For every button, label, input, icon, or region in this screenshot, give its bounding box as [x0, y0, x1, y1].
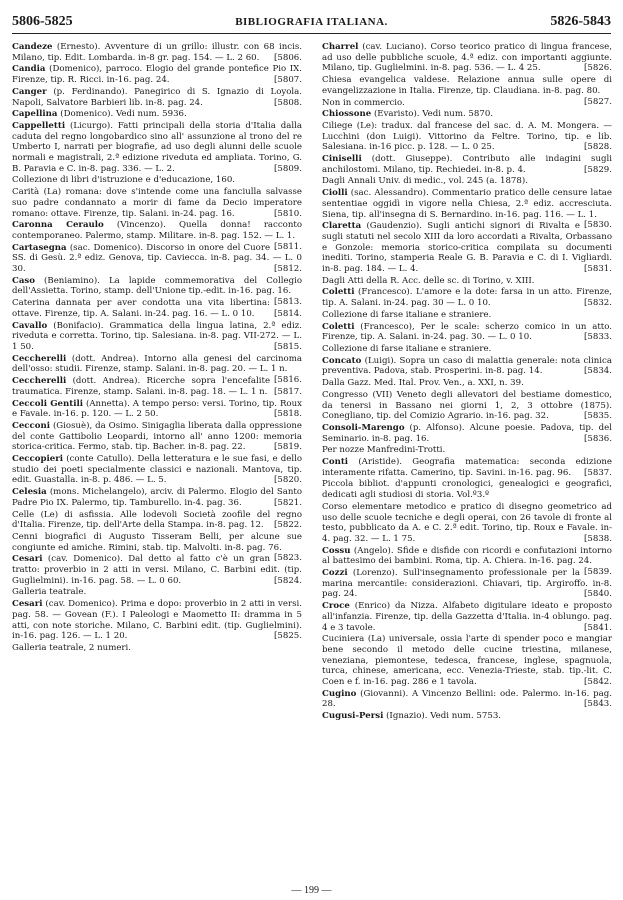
bibliography-entry	[12, 275, 302, 308]
entry-text: (Lorenzo). Sull'insegnamento professionale per la marina mercantile: considerazioni. Chiavari, tip. Argiroffo. in-8. pag. 24.	[322, 568, 612, 600]
entry-text: (Enrico) da Nizza. Alfabeto digitulare ideato e proposto all'infanzia. Firenze, tip. della Gazzetta d'Italia. in-4 oblungo. pag. 4 e 3 tavole.	[322, 601, 612, 633]
entry-body	[322, 689, 612, 710]
bibliography-entry	[322, 221, 612, 275]
entry-author: Cesari	[12, 554, 43, 565]
bibliography-entry	[12, 187, 302, 219]
entry-author: Croce	[322, 601, 350, 612]
entry-author: Coletti	[322, 321, 355, 332]
bibliography-entry	[322, 568, 612, 600]
entry-number: [5817.	[274, 386, 302, 397]
entry-body	[322, 121, 612, 152]
entry-number: [5827.	[584, 96, 612, 107]
entry-number: [5816.	[274, 375, 302, 386]
entry-body	[12, 243, 302, 274]
entry-number: [5807.	[274, 75, 302, 86]
entry-author: Ceccherelli	[12, 353, 67, 364]
entry-number: [5825.	[274, 631, 302, 642]
entry-author: Cugino	[322, 688, 357, 699]
entry-text: (Aristide). Geografia matematica: seconda edizione interamente rifatta. Camerino, tip. Savini. in-16. pag. 96.	[322, 457, 612, 478]
entry-number: [5818.	[274, 409, 302, 420]
entry-body	[12, 42, 302, 63]
entry-text: (p. Alfonso). Alcune poesie. Padova, tip. del Seminario. in-8. pag. 16.	[322, 422, 612, 444]
entry-number: [5834.	[584, 366, 612, 377]
entry-text: (Gaudenzio). Sugli antichi signori di Rivalta e sugli statuti nel secolo XIII da loro accordati a Rivalta, Orbassano e Gonzole: memoria storico-critica compilata su documenti inediti. Torino, stamperia Reale G. B. Paravia e C. di I. Vigliardi. in-8. pag. 184. — L. 4.	[322, 221, 612, 275]
bibliography-entry	[322, 276, 612, 287]
entry-text: (Luigi). Sopra un caso di malattia generale: nota clinica preventiva. Padova, stab. Prosperini. in-8. pag. 14.	[322, 355, 612, 377]
entry-text: Corso elementare metodico e pratico di disegno geometrico ad uso delle scuole tecniche e degli operai, con 26 tavole di fronte al testo, pubblicato da A. e C. 2.ª edit. Torino, tip. Roux e Favale. in-4. pag. 32. — L. 1 75.	[322, 501, 612, 544]
entry-text: (Annetta). A tempo perso: versi. Torino, tip. Roux e Favale. in-16. p. 120. — L. 2 50.	[12, 398, 302, 420]
entry-text: (Licurgo). Fatti principali della storia d'Italia dalla caduta del regno longobardico sino all' assunzione al trono del re Umberto I, narrati per biografie, ad uso degli alunni delle scuole normali e magistrali, 2.ª edizione riveduta ed ampliata. Torino, G. B. Paravia e C. in-8. pag. 336. — L. 2.	[12, 120, 302, 174]
entry-number: [5832.	[584, 298, 612, 309]
entry-author: Caso	[12, 275, 35, 286]
entry-author: Caronna Ceraulo	[12, 220, 104, 231]
bibliography-entry	[12, 298, 302, 319]
entry-text: (Francesco), Per le scale: scherzo comico in un atto. Firenze, tip. A. Salani. in-24. pag. 30. — L. 0 10.	[322, 321, 612, 343]
entry-author: Concato	[322, 355, 362, 366]
entry-number: [5806.	[274, 52, 302, 63]
entry-author: Ciniselli	[322, 154, 362, 165]
bibliography-entry	[322, 42, 612, 74]
entry-text: Congresso (VII) Veneto degli allevatori del bestiame domestico, da tenersi in Bassano nei giorni 1, 2, 3 ottobre (1875). Conegliano, tip. del Comizio Agrario. in-16. pag. 32.	[322, 389, 612, 422]
bibliography-entry	[12, 643, 302, 654]
bibliography-entry	[12, 175, 302, 186]
bibliography-entry	[12, 64, 302, 85]
bibliography-entry	[322, 109, 612, 120]
entry-body	[12, 643, 131, 653]
bibliography-entry	[12, 42, 302, 63]
entry-author: Ceccoli Gentili	[12, 398, 84, 409]
entry-number: [5837.	[584, 467, 612, 478]
page-number: — 199 —	[291, 885, 332, 896]
entry-author: Cappelletti	[12, 120, 66, 131]
entry-body	[322, 356, 612, 377]
entry-author: Chiossone	[322, 109, 372, 120]
entry-author: Cecconi	[12, 420, 51, 431]
entry-number: [5826.	[584, 63, 612, 74]
bibliography-entry	[322, 287, 612, 308]
entry-number: [5831.	[584, 264, 612, 275]
bibliography-entry	[12, 421, 302, 453]
entry-text: Galleria teatrale.	[12, 587, 87, 598]
entry-text: Dalla Gazz. Med. Ital. Prov. Ven., a. XXI, n. 39.	[322, 378, 524, 389]
bibliography-entry	[322, 634, 612, 688]
entry-text: (cav. Domenico). Dal detto al fatto c'è un gran tratto: proverbio in 2 atti in versi. Milano, C. Barbini edit. (tip. Guglielmini). in-16. pag. 58. — L. 0 60.	[12, 554, 302, 586]
entry-text: (Evaristo). Vedi num. 5870.	[371, 109, 494, 120]
entry-author: Candia	[12, 64, 46, 75]
entry-number: [5839.	[584, 567, 612, 578]
entry-number: [5822.	[274, 520, 302, 531]
bibliography-entry	[12, 510, 302, 531]
bibliography-entry	[12, 321, 302, 353]
bibliography-entry	[12, 487, 302, 508]
entry-author: Ceccherelli	[12, 376, 67, 387]
entry-number: [5811.	[274, 241, 302, 252]
entry-number: [5809.	[274, 163, 302, 174]
entry-text: (dott. Andrea). Intorno alla genesi del carcinoma dell'osso: studii. Firenze, stamp. Salani. in-8. pag. 20. — L. 1 n.	[12, 353, 302, 375]
entry-text: (sac. Alessandro). Commentario pratico delle censure latae sententiae oggidì in vigore nella Chiesa, 2.ª ediz. accresciuta. Siena, tip. all'insegna di S. Bernardino. in-16. pag. 116. — L. 1.	[322, 188, 612, 220]
bibliography-entry	[322, 711, 612, 722]
entry-body	[322, 601, 612, 632]
entry-text: (conte Catullo). Della letteratura e le sue fasi, e dello studio dei poeti specialmente classici e nazionali. Mantova, tip. edit. Guastalla. in-8. p. 486. — L. 5.	[12, 454, 302, 486]
entry-body	[12, 175, 235, 185]
entry-number: [5812.	[274, 264, 302, 275]
entry-author: Cesari	[12, 599, 43, 610]
entry-body	[322, 390, 612, 421]
entry-text: (Ernesto). Avventure di un grillo: illustr. con 68 incis. Milano, tip. Edit. Lombarda. in-8 gr. pag. 154. — L. 2 60.	[12, 42, 302, 63]
page-header	[12, 12, 611, 32]
bibliography-entry	[12, 399, 302, 420]
entry-author: Charrel	[322, 42, 359, 52]
entry-text: Galleria teatrale, 2 numeri.	[12, 642, 132, 653]
entry-number: [5841.	[584, 622, 612, 633]
entry-body	[12, 321, 302, 352]
entry-text: Dagli Annali Univ. di medic., vol. 245 (a. 1878).	[322, 176, 528, 187]
entry-number: [5820.	[274, 475, 302, 486]
entry-author: Cossu	[322, 545, 351, 556]
entry-text: Collezione di farse italiane e straniere.	[322, 343, 492, 354]
bibliography-entry	[322, 445, 612, 456]
entry-author: Cartasegna	[12, 242, 67, 253]
bibliography-entry	[322, 322, 612, 343]
entry-text: (cav. Luciano). Corso teorico pratico di lingua francese, ad uso delle pubbliche scuole, 4.ª ediz. con importanti aggiunte. Milano, tip. Guglielmini. in-8. pag. 536. — L. 4 25.	[322, 42, 612, 74]
entry-body	[322, 711, 501, 721]
right-column	[322, 42, 612, 723]
entry-body	[322, 276, 535, 286]
entry-body	[322, 98, 405, 108]
entry-author: Consoli-Marengo	[322, 422, 405, 433]
entry-body	[322, 568, 612, 599]
entry-text: Non in commercio.	[322, 97, 405, 108]
header-title: BIBLIOGRAFIA ITALIANA.	[235, 16, 388, 28]
entry-text: (p. Ferdinando). Panegirico di S. Ignazio di Loyola. Napoli, Salvatore Barbieri lib. in-8. pag. 24.	[12, 86, 302, 108]
entry-body	[12, 510, 302, 531]
entry-text: (Giosuè), da Osimo. Sinigaglia liberata dalla oppressione del conte Gattibolio Leopardi, intorno all' anno 1200: memoria storica-critica. Fermo, stab. tip. Bacher. in-8. pag. 22.	[12, 420, 302, 453]
entry-text: (dott. Andrea). Ricerche sopra l'encefalite traumatica. Firenze, stamp. Salani. in-8. pag. 18. — L. 1 n.	[12, 376, 271, 397]
entry-body	[322, 42, 612, 73]
entry-number: [5838.	[584, 533, 612, 544]
entry-body	[322, 176, 528, 186]
bibliography-entry	[12, 454, 302, 486]
entry-body	[12, 187, 302, 218]
entry-body	[322, 502, 612, 544]
entry-text: (Francesco). L'amore e la dote: farsa in un atto. Firenze, tip. A. Salani. in-24. pag. 30 — L. 0 10.	[322, 287, 612, 309]
bibliography-entry	[12, 554, 302, 586]
entry-body	[12, 109, 187, 119]
entry-body	[12, 353, 302, 386]
entry-number: [5830.	[584, 220, 612, 231]
entry-body	[12, 487, 302, 508]
entry-text: (Vincenzo). Quella donna! racconto contemporaneo. Palermo, stamp. Militare. in-8. pag. 152. — L. 1.	[12, 220, 303, 241]
entry-number: [5833.	[584, 332, 612, 343]
bibliography-entry	[12, 353, 302, 386]
bibliography-entry	[322, 689, 612, 710]
entry-body	[322, 221, 612, 274]
entry-author: Claretta	[322, 221, 362, 232]
entry-body	[322, 154, 612, 175]
entry-body	[12, 421, 302, 452]
bibliography-entry	[322, 121, 612, 153]
entry-number: [5836.	[584, 433, 612, 444]
bibliography-entry	[12, 376, 302, 397]
entry-number: [5813.	[274, 297, 302, 308]
entry-author: Conti	[322, 457, 349, 468]
entry-number: [5814.	[274, 308, 302, 319]
entry-body	[12, 554, 302, 585]
entry-body	[12, 399, 302, 420]
entry-body	[12, 587, 86, 597]
entry-body	[322, 479, 612, 500]
entry-author: Ciolli	[322, 188, 348, 199]
entry-text: (dott. Giuseppe). Contributo alle indagini sugli anchilostomi. Milano, tip. Rechiedei. in-8. p. 4.	[322, 154, 612, 175]
entry-text: (Domenico). Vedi num. 5936.	[57, 109, 187, 120]
entry-author: Ceccopieri	[12, 454, 64, 465]
bibliography-entry	[322, 502, 612, 545]
header-rule	[12, 33, 611, 34]
entry-text: Ciliege (Le): tradux. dal francese del sac. d. A. M. Mongera. — Lucchini (don Luigi). Vittorino da Feltre. Torino, tip. e lib. Salesiana. in-16 picc. p. 128. — L. 0 25.	[322, 120, 612, 153]
entry-text: (mons. Michelangelo), arciv. di Palermo. Elogio del Santo Padre Pio IX. Palermo, tip. Tamburello. in-4. pag. 36.	[12, 487, 302, 508]
bibliography-entry	[12, 243, 302, 275]
bibliography-entry	[322, 154, 612, 175]
entry-body	[322, 634, 612, 687]
entry-author: Cugusi-Persi	[322, 711, 384, 722]
bibliography-entry	[12, 109, 302, 120]
bibliography-entry	[12, 121, 302, 175]
entry-text: (sac. Domenico). Discorso in onore del Cuore SS. di Gesù. 2.ª ediz. Genova, tip. Caviecca. in-8. pag. 34. — L. 0 30.	[12, 242, 302, 275]
bibliography-entry	[12, 87, 302, 108]
entry-text: (Ignazio). Vedi num. 5753.	[383, 711, 502, 722]
entry-body	[12, 64, 302, 85]
entry-number: [5828.	[584, 142, 612, 153]
entry-text: Collezione di farse italiane e straniere.	[322, 309, 492, 320]
bibliography-entry	[322, 601, 612, 633]
bibliography-entry	[322, 457, 612, 478]
entry-body	[12, 121, 302, 174]
bibliography-entry	[12, 599, 302, 642]
entry-text: (cav. Domenico). Prima e dopo: proverbio in 2 atti in versi. pag. 58. — Govean (F.). I Paleologi e Maometto II: dramma in 5 atti, con note storiche. Milano, C. Barbini edit. (tip. Guglielmini). in-16. pag. 126. — L. 1 20.	[12, 599, 302, 642]
entry-body	[322, 322, 612, 343]
entry-number: [5815.	[274, 341, 302, 352]
bibliography-entry	[322, 310, 612, 321]
entry-text: Piccola bibliot. d'appunti cronologici, genealogici e geografici, dedicati agli studiosi di storia. Vol.º3.º	[322, 479, 612, 501]
bibliography-entry	[322, 98, 612, 109]
entry-number: [5835.	[584, 411, 612, 422]
entry-text: Cuciniera (La) universale, ossia l'arte di spender poco e mangiar bene secondo il metodo delle cucine triestina, milanese, veneziana, piemontese, tedesca, francese, inglese, spagnuola, turca, chinese, americana, ecc. Venezia-Trieste, stab. tip.-lit. C. Coen e f. in-16. pag. 286 e 1 tavola.	[322, 634, 612, 688]
entry-text: Per nozze Manfredini-Trotti.	[322, 445, 446, 456]
entry-body	[322, 287, 612, 308]
entry-text: (Domenico), parroco. Elogio del grande pontefice Pio IX. Firenze, tip. R. Ricci. in-16. pag. 24.	[12, 64, 302, 86]
entry-body	[322, 457, 612, 478]
entry-text: (Beniamino). La lapide commemorativa del Collegio dell'Assietta. Torino, stamp. dell'Unione tip.-edit. in-16. pag. 16.	[12, 275, 302, 297]
entry-number: [5843.	[584, 699, 612, 710]
header-left-range: 5806-5825	[12, 14, 73, 29]
entry-body	[12, 599, 302, 641]
entry-author: Celesia	[12, 487, 47, 498]
bibliography-entry	[322, 344, 612, 355]
entry-body	[322, 378, 524, 388]
entry-body	[322, 310, 491, 320]
entry-text: Chiesa evangelica valdese. Relazione annua sulle opere di evangelizzazione in Italia. Firenze, tip. Claudiana. in-8. pag. 80.	[322, 75, 612, 96]
entry-body	[322, 445, 445, 455]
entry-author: Candeze	[12, 42, 53, 52]
left-column	[12, 42, 302, 655]
entry-number: [5819.	[274, 442, 302, 453]
entry-number: [5840.	[584, 589, 612, 600]
entry-author: Cavallo	[12, 320, 48, 331]
bibliography-entry	[322, 390, 612, 422]
entry-number: [5823.	[274, 553, 302, 564]
entry-body	[12, 87, 302, 108]
entry-number: [5810.	[274, 208, 302, 219]
entry-text: Dagli Atti della R. Acc. delle sc. di Torino, v. XIII.	[322, 275, 535, 286]
entry-body	[322, 423, 612, 444]
entry-author: Coletti	[322, 287, 355, 298]
entry-number: [5824.	[274, 575, 302, 586]
entry-text: (Angelo). Sfide e disfide con ricordi e confutazioni intorno al battesimo dei bambini. Roma, tip. A. Chiera. in-16. pag. 24.	[322, 545, 612, 567]
entry-text: Carità (La) romana: dove s'intende come una fanciulla salvasse suo padre condannato a morir di fame da Decio imperatore romano: ottave. Firenze, tip. Salani. in-24. pag. 16.	[12, 187, 302, 219]
entry-text: Caterina dannata per aver condotta una vita libertina: ottave. Firenze, tip. A. Salani. in-24. pag. 16. — L. 0 10.	[12, 298, 271, 319]
bibliography-entry	[322, 479, 612, 500]
entry-number: [5821.	[274, 497, 302, 508]
entry-body	[322, 344, 491, 354]
bibliography-entry	[12, 587, 302, 598]
bibliography-entry	[322, 176, 612, 187]
entry-text: Celle (Le) di asfissia. Alle lodevoli Società zoofile del regno d'Italia. Firenze, tip. dell'Arte della Stampa. in-8. pag. 12.	[12, 509, 302, 531]
entry-text: (Giovanni). A Vincenzo Bellini: ode. Palermo. in-16. pag. 28.	[322, 688, 612, 710]
entry-number: [5842.	[584, 677, 612, 688]
header-right-range: 5826-5843	[550, 14, 611, 29]
entry-author: Capellina	[12, 109, 58, 120]
entry-number: [5808.	[274, 97, 302, 108]
entry-body	[12, 275, 302, 308]
entry-body	[12, 454, 302, 485]
entry-text: Cenni biografici di Augusto Tisseram Belli, per alcune sue congiunte ed amiche. Rimini, stab. tip. Malvolti. in-8. pag. 76.	[12, 531, 302, 553]
entry-body	[322, 109, 493, 119]
entry-text: (Bonifacio). Grammatica della lingua latina, 2.ª ediz. riveduta e corretta. Torino, tip. Salesiana. in-8. pag. VII-272. — L. 1 50.	[12, 320, 302, 352]
entry-author: Cozzi	[322, 568, 348, 579]
bibliography-entry	[322, 423, 612, 444]
bibliography-entry	[322, 378, 612, 389]
entry-author: Canger	[12, 86, 47, 97]
entry-text: Collezione di libri d'istruzione e d'educazione, 160.	[12, 175, 236, 186]
bibliography-entry	[322, 356, 612, 377]
entry-number: [5829.	[584, 164, 612, 175]
